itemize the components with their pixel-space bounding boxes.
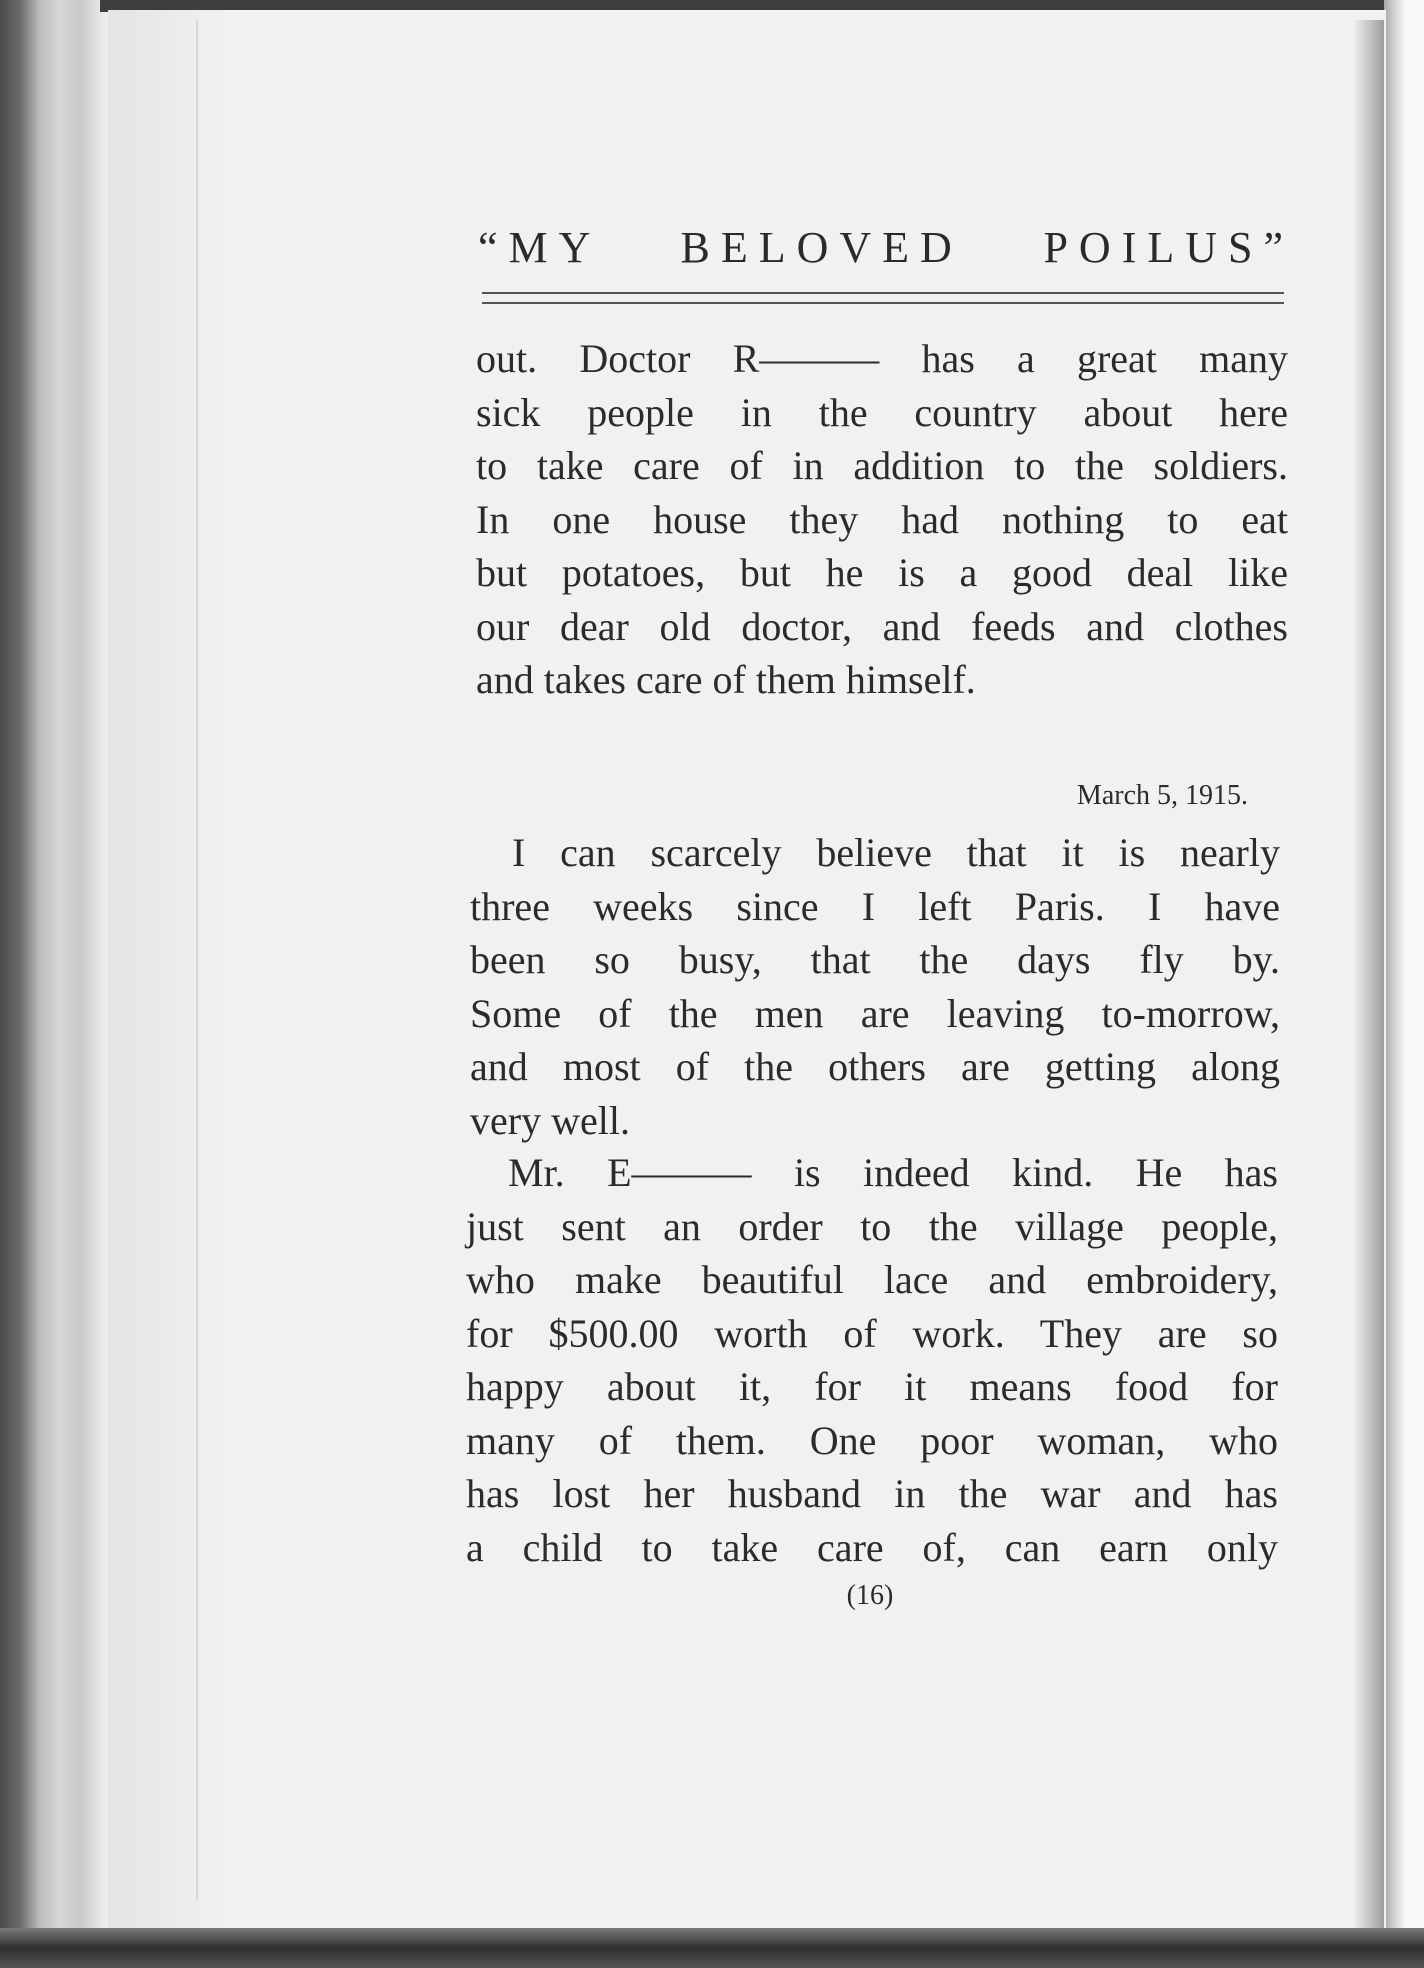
text-line: many of them. One poor woman, who xyxy=(466,1417,1278,1463)
header-rule-top xyxy=(482,292,1284,294)
text-line: three weeks since I left Paris. I have xyxy=(470,883,1280,929)
page-right-shadow xyxy=(1354,20,1384,1940)
text-line: In one house they had nothing to eat xyxy=(476,496,1288,542)
text-line: and takes care of them himself. xyxy=(476,657,976,702)
text-line: and most of the others are getting along xyxy=(470,1044,1280,1089)
text-line: just sent an order to the village people, xyxy=(466,1203,1278,1249)
text-line: but potatoes, but he is a good deal like xyxy=(476,550,1288,595)
book-left-edge xyxy=(0,0,110,1968)
running-head: “MY BELOVED POILUS” xyxy=(478,223,1294,272)
book-bottom-edge xyxy=(0,1928,1424,1968)
book-right-edge xyxy=(1384,0,1424,1968)
paragraph-3 xyxy=(466,1146,1278,1574)
page-gutter-line xyxy=(196,20,198,1900)
text-line: for $500.00 worth of work. They are so xyxy=(466,1310,1278,1356)
text-line: out. Doctor R——— has a great many xyxy=(476,336,1288,381)
text-line: who make beautiful lace and embroidery, xyxy=(466,1257,1278,1302)
text-line: happy about it, for it means food for xyxy=(466,1364,1278,1409)
letter-date: March 5, 1915. xyxy=(1076,780,1248,811)
text-line: sick people in the country about here xyxy=(476,389,1288,435)
text-line: our dear old doctor, and feeds and clothes xyxy=(476,603,1288,649)
page-number: (16) xyxy=(846,1580,894,1611)
text-line: a child to take care of, can earn only xyxy=(466,1524,1278,1570)
header-rule-bottom xyxy=(482,302,1284,304)
text-line: been so busy, that the days fly by. xyxy=(470,937,1280,982)
text-line: very well. xyxy=(470,1097,630,1143)
text-line: to take care of in addition to the soldiers. xyxy=(476,443,1288,488)
paragraph-1 xyxy=(476,332,1288,707)
page-gutter-shade xyxy=(108,10,226,1928)
paragraph-2 xyxy=(470,826,1280,1147)
text-line: has lost her husband in the war and has xyxy=(466,1471,1278,1516)
text-line: I can scarcely believe that it is nearly xyxy=(512,830,1280,875)
text-line: Some of the men are leaving to-morrow, xyxy=(470,990,1280,1036)
text-line: Mr. E——— is indeed kind. He has xyxy=(508,1150,1278,1195)
